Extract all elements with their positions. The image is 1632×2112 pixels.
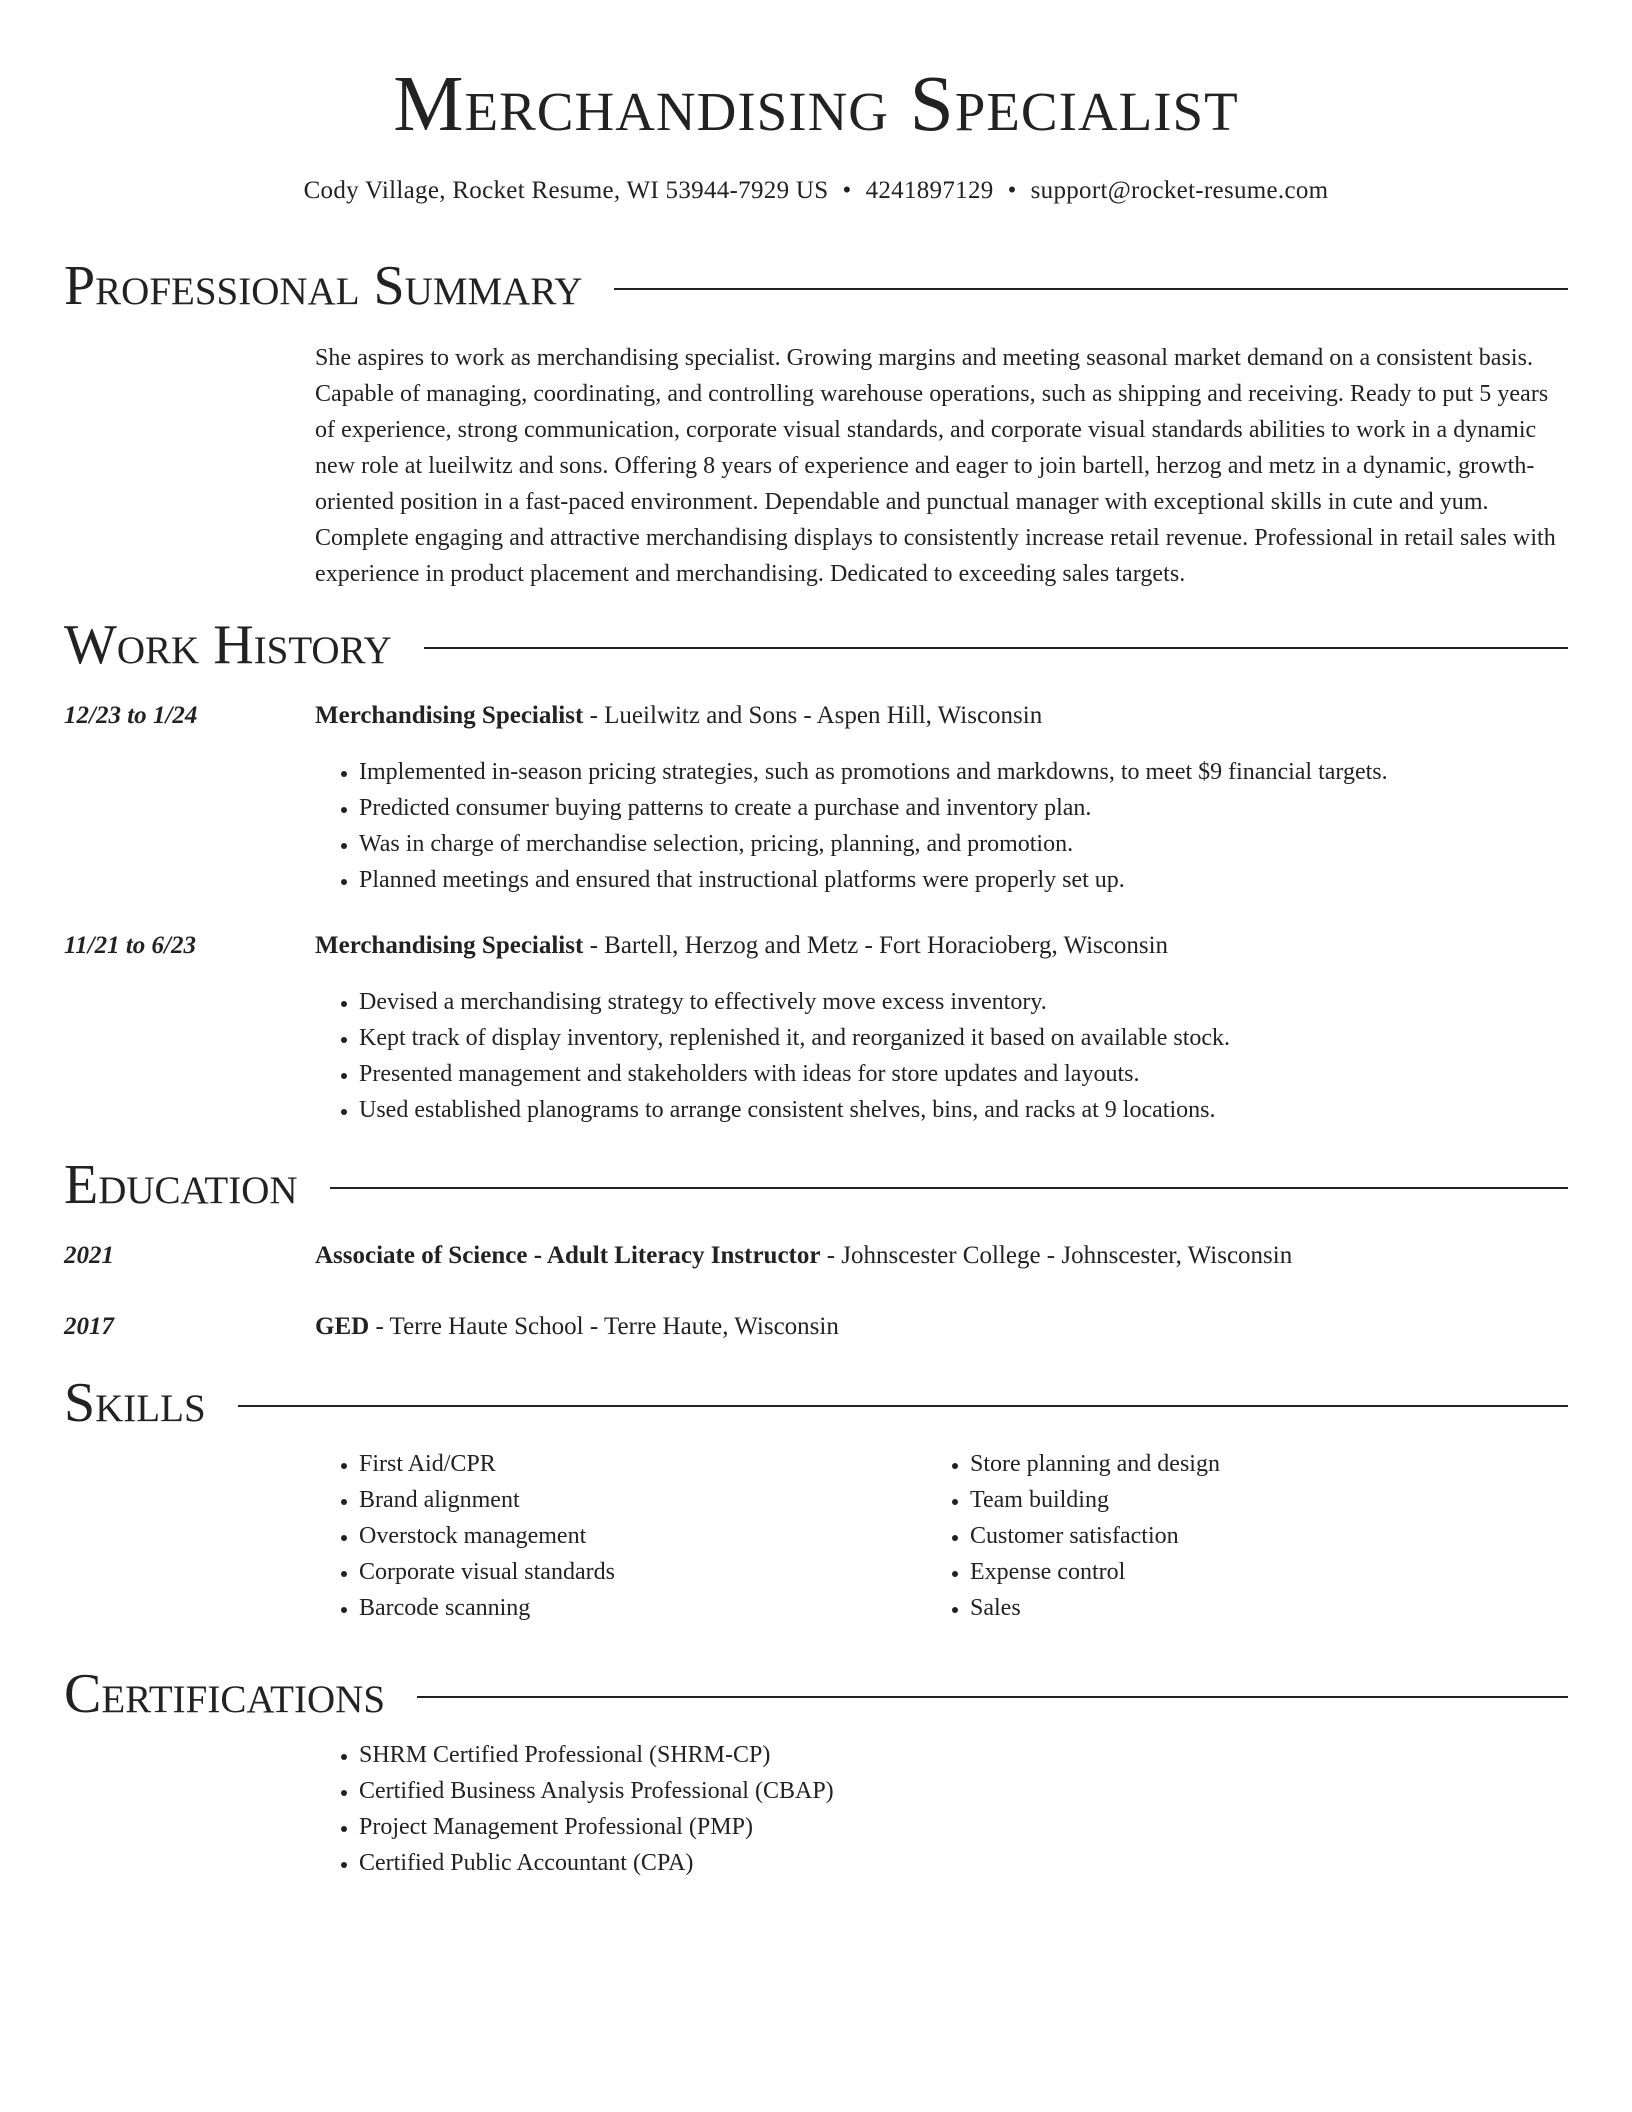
certification-item: • Certified Business Analysis Professional (CBAP) [359, 1773, 834, 1809]
contact-email: support@rocket-resume.com [1030, 177, 1329, 204]
section-divider [330, 1187, 1568, 1189]
job-details: - Lueilwitz and Sons - Aspen Hill, Wisconsin [583, 702, 1043, 729]
summary-paragraph: She aspires to work as merchandising specialist. Growing margins and meeting seasonal market demand on a consistent basis. Capable of managing, coordinating, and controlling warehouse operations, such as shipping and receiving. Ready to put 5 years of experience, strong communication, corporate visual standards, and corporate visual standards abilities to work in a dynamic new role at lueilwitz and sons. Offering 8 years of experience and eager to join bartell, herzog and metz in a dynamic, growth-oriented position in a fast-paced environment. Dependable and punctual manager with exceptional skills in cute and yum. Complete engaging and attractive merchandising displays to consistently increase retail revenue. Professional in retail sales with experience in product placement and merchandising. Dedicated to exceeding sales targets. [315, 345, 1556, 587]
section-header-education [64, 1155, 1568, 1215]
skill-item: • First Aid/CPR [359, 1446, 615, 1482]
list-item: • Presented management and stakeholders with ideas for store updates and layouts. [359, 1056, 1230, 1092]
section-title-skills: Skills [64, 1372, 206, 1434]
contact-line [64, 176, 1568, 206]
education-heading [315, 1240, 1292, 1272]
list-item: • Implemented in-season pricing strategies, such as promotions and markdowns, to meet $9 financial targets. [359, 754, 1388, 790]
section-title-work-history: Work History [64, 614, 392, 676]
contact-separator: • [1007, 177, 1017, 204]
certification-item: • Certified Public Accountant (CPA) [359, 1845, 834, 1881]
skill-item: • Expense control [970, 1554, 1220, 1590]
list-item: • Planned meetings and ensured that instructional platforms were properly set up. [359, 862, 1388, 898]
contact-phone: 4241897129 [865, 177, 994, 204]
skill-item: • Corporate visual standards [359, 1554, 615, 1590]
job-dates: 12/23 to 1/24 [64, 702, 198, 729]
section-divider [417, 1696, 1568, 1698]
section-divider [238, 1405, 1568, 1407]
section-title-certifications: Certifications [64, 1663, 386, 1725]
section-header-summary [64, 256, 1568, 316]
section-divider [424, 647, 1568, 649]
job-2-bullets [315, 984, 1230, 1128]
skill-item: • Sales [970, 1590, 1220, 1626]
section-divider [614, 288, 1568, 290]
section-header-work-history [64, 615, 1568, 675]
certification-item: • SHRM Certified Professional (SHRM-CP) [359, 1737, 834, 1773]
list-item: • Was in charge of merchandise selection, pricing, planning, and promotion. [359, 826, 1388, 862]
section-title-education: Education [64, 1154, 298, 1216]
section-header-skills [64, 1373, 1568, 1433]
job-details: - Bartell, Herzog and Metz - Fort Horacioberg, Wisconsin [583, 932, 1169, 959]
section-header-certifications [64, 1664, 1568, 1724]
job-1-bullets [315, 754, 1388, 898]
contact-separator: • [842, 177, 852, 204]
skill-item: • Store planning and design [970, 1446, 1220, 1482]
education-year: 2017 [64, 1313, 114, 1340]
skill-item: • Team building [970, 1482, 1220, 1518]
job-title: Merchandising Specialist [315, 932, 584, 959]
job-heading [315, 700, 1042, 732]
job-title: Merchandising Specialist [315, 702, 584, 729]
education-details: - Johnscester College - Johnscester, Wisconsin [820, 1242, 1293, 1269]
skill-item: • Overstock management [359, 1518, 615, 1554]
list-item: • Devised a merchandising strategy to effectively move excess inventory. [359, 984, 1230, 1020]
skill-item: • Customer satisfaction [970, 1518, 1220, 1554]
section-title-summary: Professional Summary [64, 255, 583, 317]
certification-item: • Project Management Professional (PMP) [359, 1809, 834, 1845]
list-item: • Kept track of display inventory, replenished it, and reorganized it based on available stock. [359, 1020, 1230, 1056]
education-heading [315, 1311, 839, 1343]
contact-address: Cody Village, Rocket Resume, WI 53944-7929 US [303, 177, 829, 204]
certifications-list [315, 1737, 834, 1881]
job-heading [315, 930, 1168, 962]
skills-list-left [315, 1446, 615, 1626]
list-item: • Used established planograms to arrange consistent shelves, bins, and racks at 9 locations. [359, 1092, 1230, 1128]
education-year: 2021 [64, 1242, 114, 1269]
skill-item: • Brand alignment [359, 1482, 615, 1518]
candidate-name: Merchandising Specialist [393, 61, 1239, 148]
education-degree: Associate of Science - Adult Literacy Instructor [315, 1242, 821, 1269]
skill-item: • Barcode scanning [359, 1590, 615, 1626]
education-degree: GED [315, 1313, 370, 1340]
skills-list-right [926, 1446, 1220, 1626]
job-dates: 11/21 to 6/23 [64, 932, 196, 959]
education-details: - Terre Haute School - Terre Haute, Wisconsin [369, 1313, 839, 1340]
list-item: • Predicted consumer buying patterns to create a purchase and inventory plan. [359, 790, 1388, 826]
